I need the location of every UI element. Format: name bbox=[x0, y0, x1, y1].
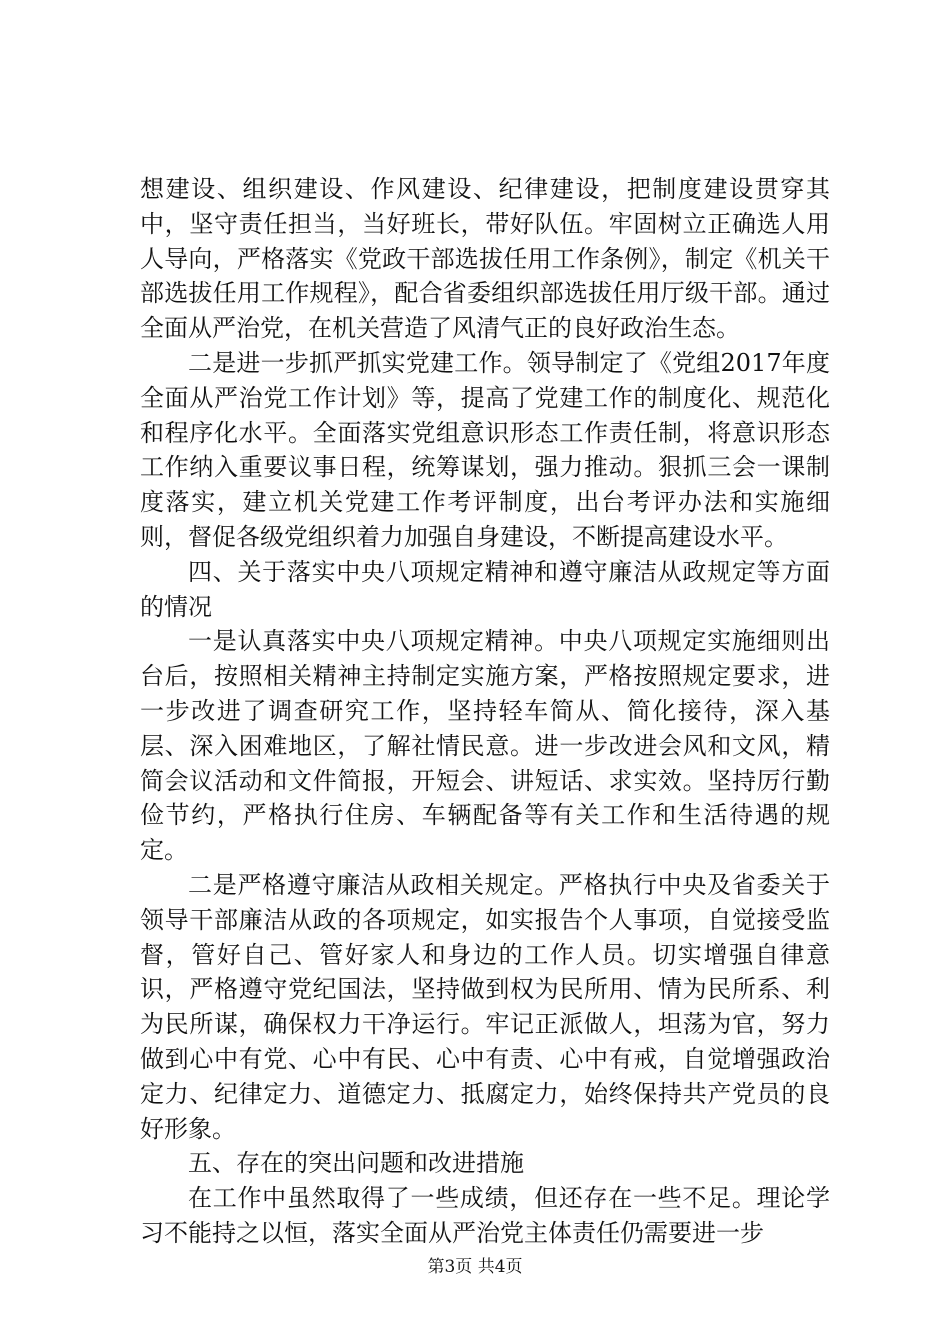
page-footer: 第3页 共4页 bbox=[427, 1257, 523, 1277]
paragraph-4: 二是严格遵守廉洁从政相关规定。严格执行中央及省委关于领导干部廉洁从政的各项规定，如实报告个人事项，自觉接受监督，管好自己、管好家人和身边的工作人员。切实增强自律意识，严格遵守党纪国法，坚持做到权为民所用、情为民所系、利为民所谋，确保权力干净运行。牢记正派做人，坦荡为官，努力做到心中有党、心中有民、心中有责、心中有戒，自觉增强政治定力、纪律定力、道德定力、抵腐定力，始终保持共产党员的良好形象。 bbox=[140, 870, 830, 1143]
section-heading-5: 五、存在的突出问题和改进措施 bbox=[188, 1149, 524, 1178]
paragraph-3: 一是认真落实中央八项规定精神。中央八项规定实施细则出台后，按照相关精神主持制定实施方案，严格按照规定要求，进一步改进了调查研究工作，坚持轻车简从、简化接待，深入基层、深入困难地区，了解社情民意。进一步改进会风和文风，精简会议活动和文件简报，开短会、讲短话、求实效。坚持厉行勤俭节约，严格执行住房、车辆配备等有关工作和生活待遇的规定。 bbox=[140, 627, 830, 865]
section-heading-4: 四、关于落实中央八项规定精神和遵守廉洁从政规定等方面的情况 bbox=[140, 557, 830, 621]
paragraph-2: 二是进一步抓严抓实党建工作。领导制定了《党组2017年度全面从严治党工作计划》等，提高了党建工作的制度化、规范化和程序化水平。全面落实党组意识形态工作责任制，将意识形态工作纳入重要议事日程，统筹谋划，强力推动。狠抓三会一课制度落实，建立机关党建工作考评制度，出台考评办法和实施细则，督促各级党组织着力加强自身建设，不断提高建设水平。 bbox=[140, 348, 830, 551]
document-body bbox=[140, 172, 830, 1251]
paragraph-5: 在工作中虽然取得了一些成绩，但还存在一些不足。理论学习不能持之以恒，落实全面从严治党主体责任仍需要进一步 bbox=[140, 1184, 830, 1247]
paragraph-1: 想建设、组织建设、作风建设、纪律建设，把制度建设贯穿其中，坚守责任担当，当好班长，带好队伍。牢固树立正确选人用人导向，严格落实《党政干部选拔任用工作条例》，制定《机关干部选拔任用工作规程》，配合省委组织部选拔任用厅级干部。通过全面从严治党，在机关营造了风清气正的良好政治生态。 bbox=[140, 175, 830, 343]
